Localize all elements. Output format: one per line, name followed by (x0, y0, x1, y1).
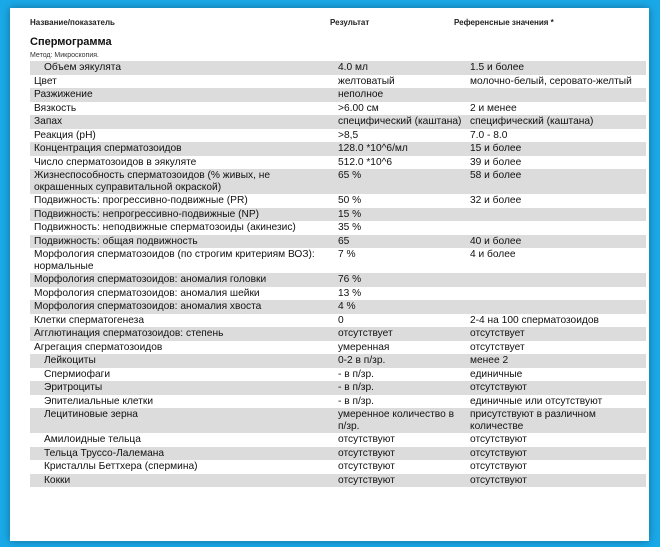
table-row (30, 156, 646, 170)
table-row (30, 381, 646, 395)
cell-result: 65 (334, 235, 466, 249)
cell-reference: молочно-белый, серовато-желтый (466, 75, 646, 89)
cell-result: неполное (334, 88, 466, 102)
cell-reference: единичные (466, 368, 646, 382)
table-row (30, 169, 646, 194)
cell-name: Эпителиальные клетки (30, 395, 334, 409)
cell-result: умеренная (334, 341, 466, 355)
cell-result: 128.0 *10^6/мл (334, 142, 466, 156)
table-row (30, 208, 646, 222)
cell-result: отсутствуют (334, 447, 466, 461)
cell-result: 0 (334, 314, 466, 328)
cell-reference: 32 и более (466, 194, 646, 208)
cell-result: - в п/зр. (334, 395, 466, 409)
cell-reference (466, 287, 646, 301)
cell-reference: 2-4 на 100 сперматозоидов (466, 314, 646, 328)
cell-name: Жизнеспособность сперматозоидов (% живых, не окрашенных суправитальной окраской) (30, 169, 334, 194)
cell-name: Морфология сперматозоидов: аномалия хвоста (30, 300, 334, 314)
cell-name: Запах (30, 115, 334, 129)
cell-reference: менее 2 (466, 354, 646, 368)
table-row (30, 61, 646, 75)
cell-reference: отсутствуют (466, 474, 646, 488)
cell-result: >8,5 (334, 129, 466, 143)
cell-reference: 7.0 - 8.0 (466, 129, 646, 143)
results-table (30, 61, 646, 487)
cell-result: умеренное количество в п/зр. (334, 408, 466, 433)
table-row (30, 395, 646, 409)
cell-reference: 1.5 и более (466, 61, 646, 75)
table-row (30, 314, 646, 328)
cell-result: >6.00 см (334, 102, 466, 116)
cell-reference: отсутствуют (466, 433, 646, 447)
table-row (30, 221, 646, 235)
table-row (30, 408, 646, 433)
table-row (30, 368, 646, 382)
table-row (30, 287, 646, 301)
cell-name: Лецитиновые зерна (30, 408, 334, 433)
section-title: Спермограмма (30, 36, 112, 48)
cell-name: Подвижность: прогрессивно-подвижные (PR) (30, 194, 334, 208)
cell-reference: отсутствуют (466, 381, 646, 395)
table-row (30, 354, 646, 368)
cell-reference (466, 221, 646, 235)
cell-name: Амилоидные тельца (30, 433, 334, 447)
table-row (30, 460, 646, 474)
cell-name: Число сперматозоидов в эякуляте (30, 156, 334, 170)
cell-result: отсутствует (334, 327, 466, 341)
cell-name: Концентрация сперматозоидов (30, 142, 334, 156)
cell-result: желтоватый (334, 75, 466, 89)
cell-result: 35 % (334, 221, 466, 235)
cell-name: Кокки (30, 474, 334, 488)
header-name: Название/показатель (30, 18, 115, 27)
method-note: Метод: Микроскопия. (30, 52, 99, 59)
cell-result: 4.0 мл (334, 61, 466, 75)
cell-result: отсутствуют (334, 474, 466, 488)
cell-name: Спермиофаги (30, 368, 334, 382)
table-row (30, 273, 646, 287)
cell-name: Лейкоциты (30, 354, 334, 368)
table-row (30, 447, 646, 461)
cell-result: 7 % (334, 248, 466, 273)
cell-reference (466, 300, 646, 314)
cell-reference: отсутствуют (466, 460, 646, 474)
table-row (30, 248, 646, 273)
cell-name: Вязкость (30, 102, 334, 116)
cell-name: Подвижность: непрогрессивно-подвижные (NP) (30, 208, 334, 222)
cell-result: 76 % (334, 273, 466, 287)
table-row (30, 194, 646, 208)
cell-reference: 4 и более (466, 248, 646, 273)
cell-reference: 40 и более (466, 235, 646, 249)
cell-result: специфический (каштана) (334, 115, 466, 129)
cell-result: отсутствуют (334, 460, 466, 474)
cell-result: 512.0 *10^6 (334, 156, 466, 170)
table-row (30, 327, 646, 341)
cell-reference: 39 и более (466, 156, 646, 170)
table-row (30, 115, 646, 129)
table-row (30, 235, 646, 249)
cell-result: 15 % (334, 208, 466, 222)
table-row (30, 300, 646, 314)
header-result: Результат (330, 18, 370, 27)
cell-reference: 15 и более (466, 142, 646, 156)
cell-reference (466, 88, 646, 102)
cell-reference: специфический (каштана) (466, 115, 646, 129)
cell-result: 13 % (334, 287, 466, 301)
cell-reference (466, 208, 646, 222)
table-row (30, 433, 646, 447)
table-row (30, 88, 646, 102)
table-row (30, 75, 646, 89)
cell-name: Объем эякулята (30, 61, 334, 75)
cell-reference (466, 273, 646, 287)
cell-reference: отсутствует (466, 341, 646, 355)
cell-result: 0-2 в п/зр. (334, 354, 466, 368)
cell-name: Разжижение (30, 88, 334, 102)
cell-name: Эритроциты (30, 381, 334, 395)
table-row (30, 129, 646, 143)
cell-name: Агрегация сперматозоидов (30, 341, 334, 355)
cell-result: 65 % (334, 169, 466, 194)
header-reference: Референсные значения * (454, 18, 554, 27)
cell-name: Морфология сперматозоидов (по строгим критериям ВОЗ): нормальные (30, 248, 334, 273)
cell-name: Тельца Труссо-Лалемана (30, 447, 334, 461)
cell-result: 4 % (334, 300, 466, 314)
table-row (30, 102, 646, 116)
cell-reference: 58 и более (466, 169, 646, 194)
cell-reference: отсутствует (466, 327, 646, 341)
cell-name: Кристаллы Беттхера (спермина) (30, 460, 334, 474)
table-row (30, 341, 646, 355)
cell-name: Агглютинация сперматозоидов: степень (30, 327, 334, 341)
cell-name: Морфология сперматозоидов: аномалия головки (30, 273, 334, 287)
cell-name: Подвижность: неподвижные сперматозоиды (акинезис) (30, 221, 334, 235)
report-page (10, 8, 649, 541)
cell-name: Реакция (pH) (30, 129, 334, 143)
cell-result: - в п/зр. (334, 381, 466, 395)
table-row (30, 474, 646, 488)
cell-name: Цвет (30, 75, 334, 89)
cell-name: Морфология сперматозоидов: аномалия шейки (30, 287, 334, 301)
cell-reference: отсутствуют (466, 447, 646, 461)
cell-name: Клетки сперматогенеза (30, 314, 334, 328)
cell-result: отсутствуют (334, 433, 466, 447)
cell-reference: 2 и менее (466, 102, 646, 116)
cell-result: 50 % (334, 194, 466, 208)
cell-result: - в п/зр. (334, 368, 466, 382)
cell-reference: единичные или отсутствуют (466, 395, 646, 409)
cell-name: Подвижность: общая подвижность (30, 235, 334, 249)
cell-reference: присутствуют в различном количестве (466, 408, 646, 433)
table-row (30, 142, 646, 156)
